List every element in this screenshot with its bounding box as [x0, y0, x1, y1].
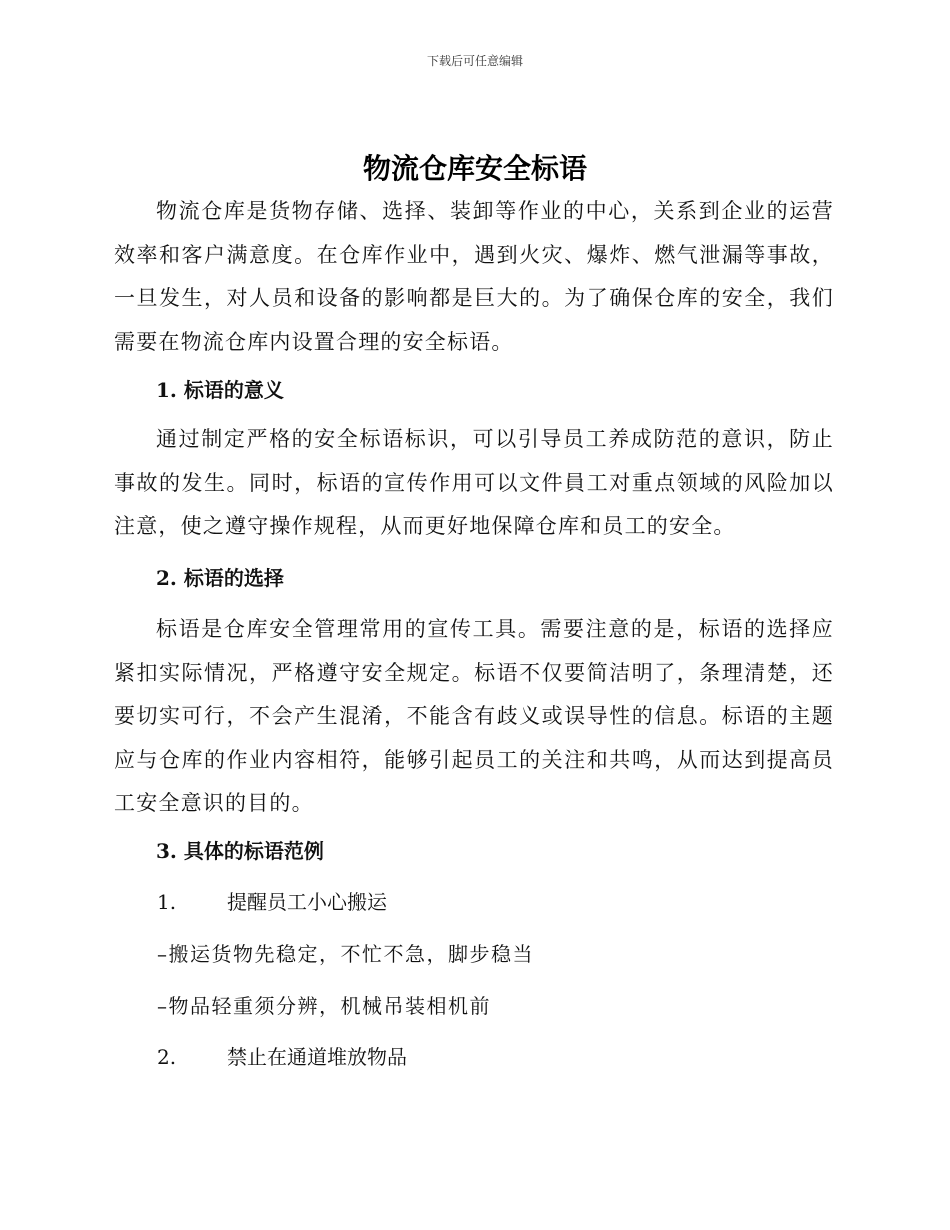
- section-heading-1: 1. 标语的意义: [156, 378, 284, 402]
- section-paragraph-2: 标语是仓库安全管理常用的宣传工具。需要注意的是，标语的选择应紧扣实际情况，严格遵守安全规定。标语不仅要简洁明了，条理清楚，还要切实可行，不会产生混淆，不能含有歧义或误导性的信息。标语的主题应与仓库的作业内容相符，能够引起员工的关注和共鸣，从而达到提高员工安全意识的目的。: [114, 617, 834, 815]
- section-heading-2: 2. 标语的选择: [156, 566, 284, 590]
- example-item-2: [157, 1042, 407, 1072]
- example-item-1: [157, 887, 387, 917]
- document-title: 物流仓库安全标语: [362, 152, 587, 185]
- section-paragraph-1: 通过制定严格的安全标语标识，可以引导员工养成防范的意识，防止事故的发生。同时，标语的宣传作用可以文件員工对重点领域的风险加以注意，使之遵守操作规程，从而更好地保障仓库和员工的安全。: [114, 427, 834, 538]
- example-line-1: –搬运货物先稳定，不忙不急，脚步稳当: [157, 942, 534, 966]
- example-line-2: –物品轻重须分辨，机械吊装相机前: [157, 994, 491, 1018]
- header-note: 下载后可任意编辑: [426, 54, 523, 68]
- example-title: 禁止在通道堆放物品: [227, 1045, 407, 1069]
- section-heading-3: 3. 具体的标语范例: [156, 839, 324, 863]
- example-number: 1.: [157, 890, 177, 914]
- example-number: 2.: [157, 1045, 177, 1069]
- intro-paragraph: 物流仓库是货物存储、选择、装卸等作业的中心，关系到企业的运营效率和客户满意度。在仓库作业中，遇到火灾、爆炸、燃气泄漏等事故，一旦发生，对人员和设备的影响都是巨大的。为了确保仓库的安全，我们需要在物流仓库内设置合理的安全标语。: [114, 199, 834, 354]
- example-title: 提醒员工小心搬运: [227, 890, 387, 914]
